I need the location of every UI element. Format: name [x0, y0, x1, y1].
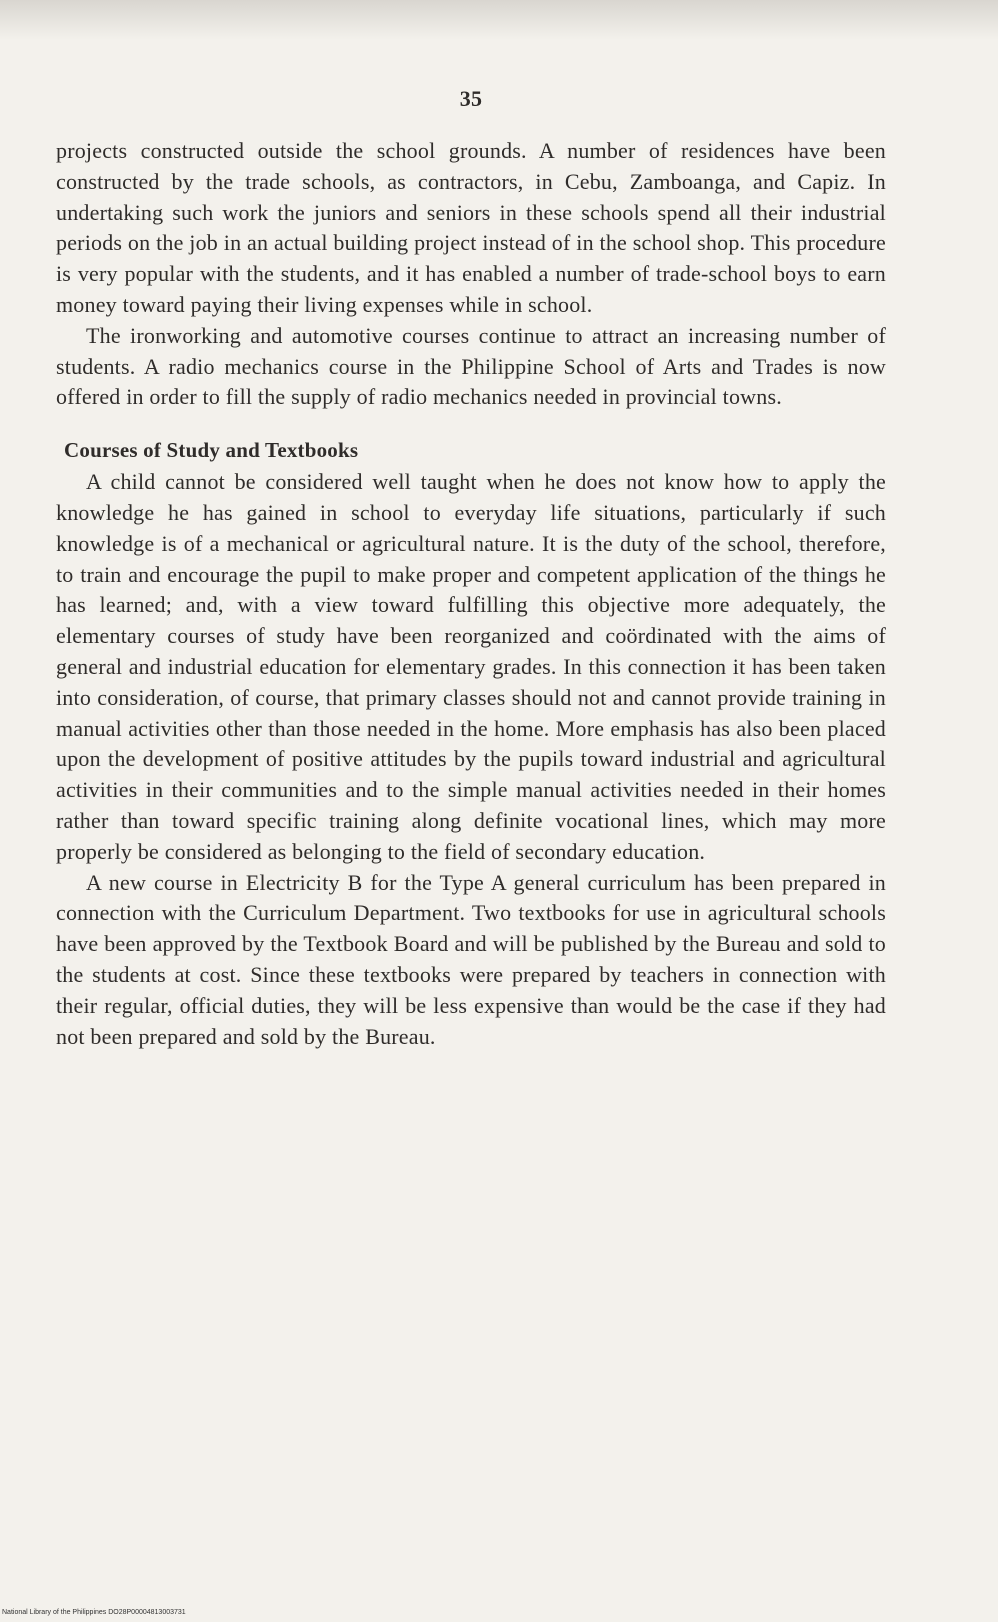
page-body	[56, 84, 886, 1052]
archive-footer: National Library of the Philippines DO28P00004813003731	[2, 1609, 186, 1616]
paragraph-1: projects constructed outside the school grounds. A number of residences have been constructed by the trade schools, as contractors, in Cebu, Zamboanga, and Capiz. In undertaking such work the juniors and seniors in these schools spend all their industrial periods on the job in an actual building project instead of in the school shop. This procedure is very popular with the students, and it has enabled a number of trade-school boys to earn money toward paying their living expenses while in school.	[56, 138, 886, 317]
section-heading: Courses of Study and Textbooks	[64, 438, 359, 463]
page-number: 35	[459, 86, 483, 111]
paragraph-4: A new course in Electricity B for the Type A general curriculum has been prepared in connection with the Curriculum Department. Two textbooks for use in agricultural schools have been approved by the Textbook Board and will be published by the Bureau and sold to the students at cost. Since these textbooks were prepared by teachers in connection with their regular, official duties, they will be less expensive than would be the case if they had not been prepared and sold by the Bureau.	[56, 869, 886, 1049]
paragraph-3: A child cannot be considered well taught when he does not know how to apply the knowledge he has gained in school to everyday life situations, particularly if such knowledge is of a mechanical or agricultural nature. It is the duty of the school, therefore, to train and encourage the pupil to make proper and competent application of the things he has learned; and, with a view toward fulfilling this objective more adequately, the elementary courses of study have been reorganized and coördinated with the aims of general and industrial education for elementary grades. In this connection it has been taken into consideration, of course, that primary classes should not and cannot provide training in manual activities other than those needed in the home. More emphasis has also been placed upon the development of positive attitudes by the pupils toward industrial and agricultural activities in their communities and to the simple manual activities needed in their homes rather than toward specific training along definite vocational lines, which may more properly be considered as belonging to the field of secondary education.	[56, 469, 886, 864]
paragraph-2: The ironworking and automotive courses continue to attract an increasing number of students. A radio mechanics course in the Philippine School of Arts and Trades is now offered in order to fill the supply of radio mechanics needed in provincial towns.	[56, 322, 886, 410]
scan-shadow	[0, 0, 998, 40]
